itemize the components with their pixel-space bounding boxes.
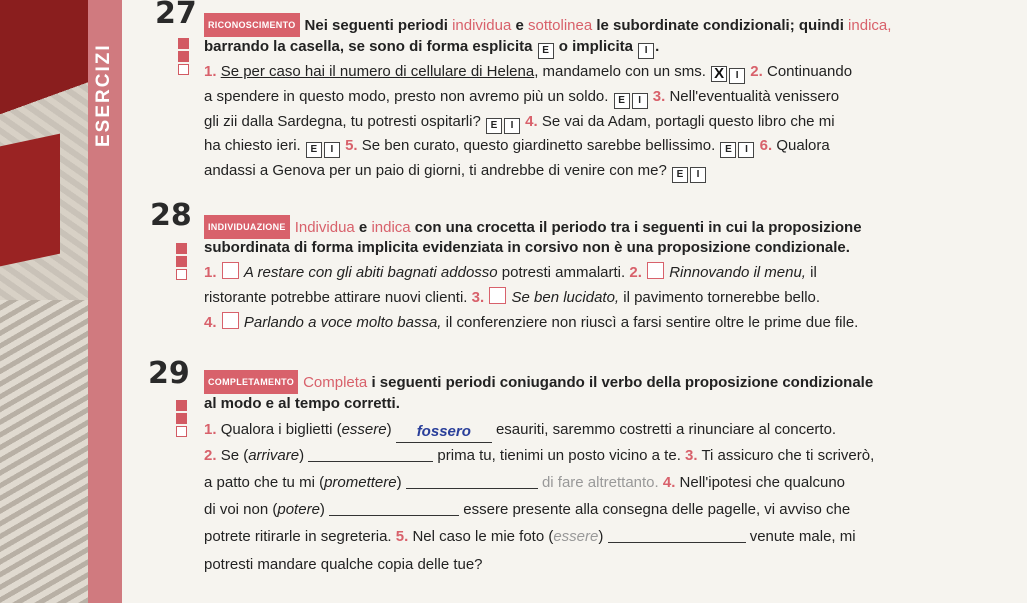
- ex28-line-2: subordinata di forma implicita evidenziata in corsivo non è una proposizione condizionale.: [204, 239, 850, 256]
- ex27-line-7: andassi a Genova per un paio di giorni, ti andrebbe di venire con me? E I: [204, 161, 707, 183]
- option-checkbox[interactable]: [489, 287, 506, 304]
- answer-blank[interactable]: [406, 488, 538, 489]
- fabric-patch: [0, 300, 88, 603]
- difficulty-marker: [176, 243, 190, 282]
- fabric-patch: [0, 134, 60, 267]
- checkbox-i[interactable]: I: [690, 167, 706, 183]
- checkbox-e[interactable]: E: [306, 142, 322, 158]
- ex27-line-5: gli zii dalla Sardegna, tu potresti ospitarli? E I 4. Se vai da Adam, portagli questo libro che mi: [204, 112, 835, 134]
- checkbox-i[interactable]: I: [504, 118, 520, 134]
- exercise-tag: COMPLETAMENTO: [204, 370, 298, 394]
- checkbox-e[interactable]: E: [720, 142, 736, 158]
- ex28-line-3: 1. A restare con gli abiti bagnati addosso potresti ammalarti. 2. Rinnovando il menu, il: [204, 264, 817, 281]
- ex27-line-2: barrando la casella, se sono di forma esplicita E o implicita I .: [204, 37, 659, 59]
- exercise-number: 27: [155, 0, 197, 31]
- exercise-tag: INDIVIDUAZIONE: [204, 215, 290, 239]
- difficulty-marker: [176, 400, 190, 439]
- option-checkbox[interactable]: [222, 312, 239, 329]
- ex28-line-5: 4. Parlando a voce molto bassa, il conferenziere non riuscì a farsi sentire oltre le prime due file.: [204, 314, 859, 331]
- exercise-number: 29: [148, 356, 190, 391]
- sidebar-title: [93, 111, 115, 147]
- checkbox-e: E: [538, 43, 554, 59]
- ex27-line-6: ha chiesto ieri. E I 5. Se ben curato, questo giardinetto sarebbe bellissimo. E I 6. Qualora: [204, 136, 830, 158]
- ex29-line-2: al modo e al tempo corretti.: [204, 395, 400, 412]
- answer-blank[interactable]: fossero: [396, 422, 492, 443]
- option-checkbox[interactable]: [222, 262, 239, 279]
- ex27-line-1: RICONOSCIMENTO Nei seguenti periodi individua e sottolinea le subordinate condizionali; quindi indica,: [204, 13, 891, 37]
- answer-blank[interactable]: [329, 515, 459, 516]
- checkbox-e[interactable]: E: [486, 118, 502, 134]
- difficulty-marker: [178, 38, 192, 77]
- checkbox-i[interactable]: I: [729, 68, 745, 84]
- background-fabric: [0, 0, 88, 603]
- ex29-line-3: 1. Qualora i biglietti (essere) fossero esauriti, saremmo costretti a rinunciare al concerto.: [204, 420, 836, 443]
- ex27-line-3: 1. Se per caso hai il numero di cellulare di Helena, mandamelo con un sms. X I 2. Continuando: [204, 63, 853, 82]
- checkbox-i: I: [638, 43, 654, 59]
- answer-blank[interactable]: [608, 542, 746, 543]
- ex28-line-1: INDIVIDUAZIONE Individua e indica con una crocetta il periodo tra i seguenti in cui la proposizione: [204, 215, 862, 239]
- ex29-line-6: di voi non (potere) essere presente alla consegna delle pagelle, vi avviso che: [204, 501, 851, 518]
- ex29-line-7: potrete ritirarle in segreteria. 5. Nel caso le mie foto (essere) venute male, mi: [204, 528, 856, 545]
- exercise-number: 28: [150, 198, 192, 233]
- answer-blank[interactable]: [308, 461, 433, 462]
- ex28-line-4: ristorante potrebbe attirare nuovi clienti. 3. Se ben lucidato, il pavimento tornerebbe bello.: [204, 289, 821, 306]
- checkbox-i[interactable]: I: [632, 93, 648, 109]
- checkbox-e-checked[interactable]: X: [711, 66, 727, 82]
- checkbox-i[interactable]: I: [738, 142, 754, 158]
- exercise-tag: RICONOSCIMENTO: [204, 13, 300, 37]
- ex29-line-4: 2. Se (arrivare) prima tu, tienimi un posto vicino a te. 3. Ti assicuro che ti scriverò,: [204, 447, 875, 464]
- ex27-line-4: a spendere in questo modo, presto non avremo più un soldo. E I 3. Nell'eventualità venissero: [204, 87, 839, 109]
- option-checkbox[interactable]: [647, 262, 664, 279]
- ex29-line-8: potresti mandare qualche copia delle tue?: [204, 556, 483, 573]
- checkbox-e[interactable]: E: [672, 167, 688, 183]
- ex29-line-1: COMPLETAMENTO Completa i seguenti periodi coniugando il verbo della proposizione condizionale: [204, 370, 873, 394]
- checkbox-i[interactable]: I: [324, 142, 340, 158]
- ex29-line-5: a patto che tu mi (promettere) di fare altrettanto. 4. Nell'ipotesi che qualcuno: [204, 474, 846, 491]
- checkbox-e[interactable]: E: [614, 93, 630, 109]
